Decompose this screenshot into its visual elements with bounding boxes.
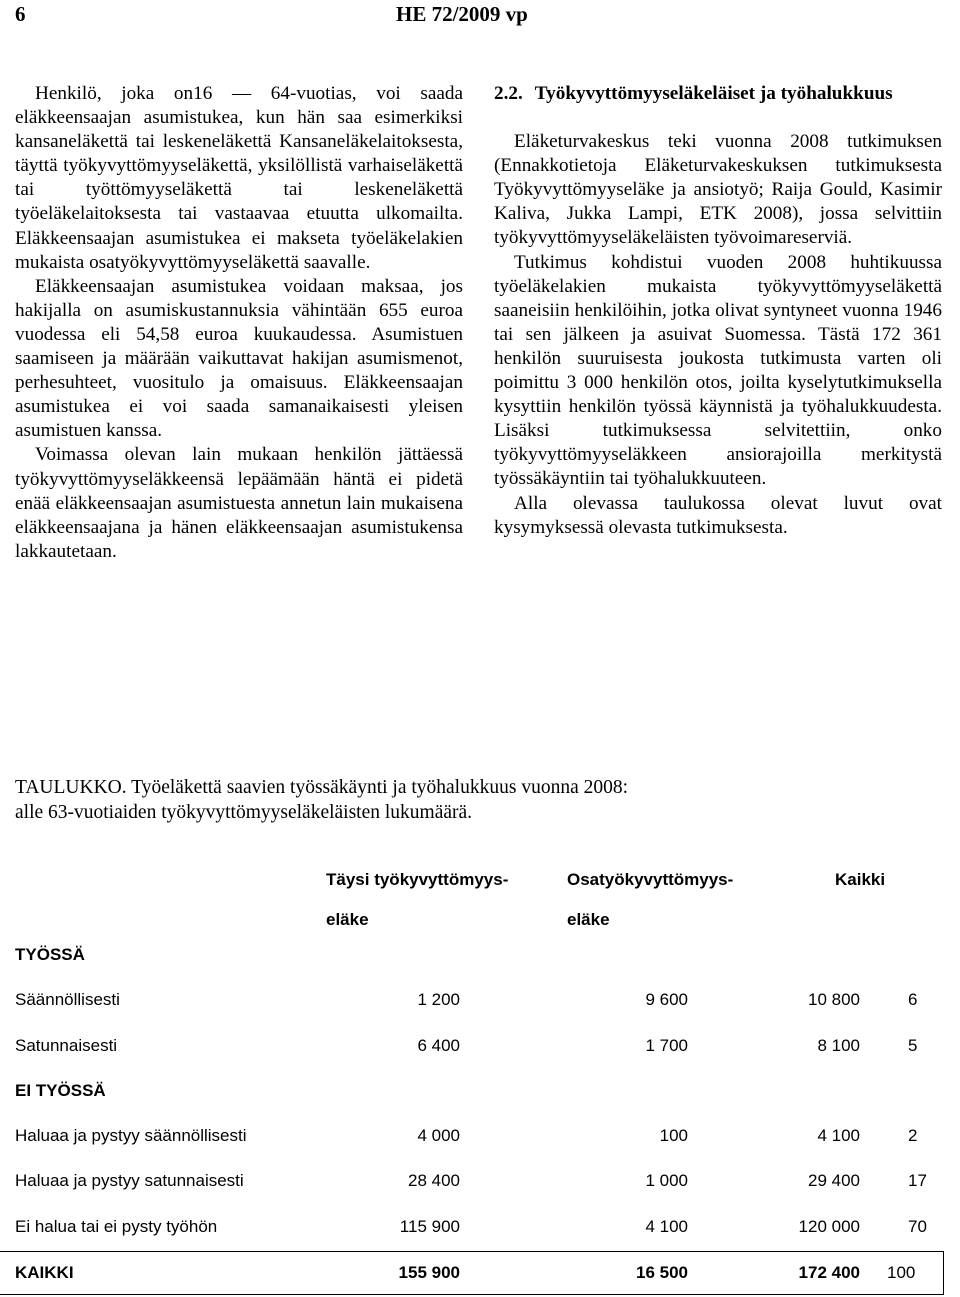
section-number: 2.2. bbox=[494, 83, 523, 104]
column-header-partial bbox=[567, 860, 807, 940]
paragraph: Eläketurvakeskus teki vuonna 2008 tutkimuksen (Ennakkotietoja Eläketurvakeskuksen tutkimuksesta Työkyvyttömyyseläke ja ansiotyö; Raija Gould, Kasimir Kaliva, Jukka Lampi, ETK 2008), jossa selvittiin työkyvyttömyyseläkeläisten työvoimareserviä. bbox=[494, 131, 942, 249]
row-label: Haluaa ja pystyy säännöllisesti bbox=[15, 1126, 247, 1145]
cell-partial: 100 bbox=[659, 1126, 688, 1145]
cell-partial: 1 700 bbox=[645, 1036, 688, 1055]
paragraph: Henkilö, joka on16 — 64-vuotias, voi saada eläkkeensaajan asumistukea, kun hän saa esimerkiksi kansaneläkettä tai leskeneläkettä Kansaneläkelaitoksesta, täyttä työkyvyttömyyseläkettä, yksilöllistä varhaiseläkettä tai työttömyyseläkettä tai leskeneläkettä työeläkelaitoksesta tai vastaavaa etuutta ulkomailta. Eläkkeensaajan asumistukea ei makseta työeläkelakien mukaista osatyökyvyttömyyseläkettä saavalle. bbox=[15, 83, 463, 273]
header-line: Täysi työkyvyttömyys- bbox=[326, 870, 509, 889]
column-header-all: Kaikki bbox=[835, 870, 886, 889]
page-header bbox=[0, 0, 960, 36]
paragraph: Eläkkeensaajan asumistukea voidaan maksaa, jos hakijalla on asumiskustannuksia vähintään 655 euroa vuodessa eli 54,58 euroa kuukaudessa. Asumistuen saamiseen ja määrään vaikuttavat hakijan asumismenot, perhesuhteet, vuositulo ja omaisuus. Eläkkeensaajan asumistukea ei voi saada samanaikaisesti yleisen asumistuen kanssa. bbox=[15, 275, 463, 442]
caption-line: TAULUKKO. Työeläkettä saavien työssäkäynti ja työhalukkuus vuonna 2008: bbox=[15, 777, 629, 798]
cell-percent: 5 bbox=[908, 1036, 918, 1055]
group-heading-not-working: EI TYÖSSÄ bbox=[15, 1081, 106, 1100]
cell-partial: 1 000 bbox=[645, 1171, 688, 1190]
left-column bbox=[15, 82, 463, 564]
document-id: HE 72/2009 vp bbox=[396, 2, 528, 26]
cell-all: 4 100 bbox=[817, 1126, 860, 1145]
right-column bbox=[494, 82, 942, 540]
cell-percent: 6 bbox=[908, 990, 918, 1009]
cell-percent: 2 bbox=[908, 1126, 918, 1145]
group-heading-working: TYÖSSÄ bbox=[15, 945, 85, 964]
cell-percent: 70 bbox=[908, 1217, 927, 1236]
cell-full: 28 400 bbox=[408, 1171, 460, 1190]
cell-full: 6 400 bbox=[417, 1036, 460, 1055]
cell-full: 155 900 bbox=[398, 1263, 460, 1282]
section-heading bbox=[494, 82, 942, 106]
cell-partial: 16 500 bbox=[636, 1263, 688, 1282]
paragraph: Voimassa olevan lain mukaan henkilön jättäessä työkyvyttömyyseläkkeensä lepäämään häntä ei pidetä enää eläkkeensaajan asumistuesta annetun lain mukaisena eläkkeensaajana ja hänen eläkkeensaajan asumistukensa lakkautetaan. bbox=[15, 444, 463, 562]
total-row-border bbox=[0, 1251, 944, 1295]
header-line: eläke bbox=[326, 910, 369, 929]
table-row bbox=[15, 1036, 955, 1062]
row-label: Ei halua tai ei pysty työhön bbox=[15, 1217, 218, 1236]
cell-all: 172 400 bbox=[798, 1263, 860, 1282]
row-label: Satunnaisesti bbox=[15, 1036, 118, 1055]
page-number: 6 bbox=[15, 2, 26, 26]
column-header-full bbox=[326, 860, 566, 940]
cell-all: 29 400 bbox=[808, 1171, 860, 1190]
cell-partial: 4 100 bbox=[645, 1217, 688, 1236]
section-title: Työkyvyttömyyseläkeläiset ja työhalukkuus bbox=[534, 83, 893, 104]
table-row bbox=[15, 1171, 955, 1197]
table-row bbox=[15, 1126, 955, 1152]
table-caption bbox=[15, 775, 915, 825]
cell-full: 115 900 bbox=[399, 1217, 460, 1236]
cell-all: 8 100 bbox=[817, 1036, 860, 1055]
table-row bbox=[15, 990, 955, 1016]
table-row bbox=[15, 1217, 955, 1243]
paragraph: Tutkimus kohdistui vuoden 2008 huhtikuussa työeläkelakien mukaista työkyvyttömyyseläkettä saaneisiin henkilöihin, jotka olivat syntyneet vuonna 1946 tai sen jälkeen ja asuivat Suomessa. Tästä 172 361 henkilön suuruisesta joukosta tutkimusta varten oli poimittu 3 000 henkilön otos, joilta kyselytutkimuksella kysyttiin henkilön työssä käynnistä ja työhalukkuudesta. Lisäksi tutkimuksessa selvitettiin, onko työkyvyttömyyseläkkeen ansiorajoilla merkitystä työssäkäyntiin tai työhalukkuuteen. bbox=[494, 251, 942, 490]
cell-percent: 17 bbox=[908, 1171, 927, 1190]
row-label: KAIKKI bbox=[15, 1263, 74, 1282]
row-label: Säännöllisesti bbox=[15, 990, 120, 1009]
header-line: eläke bbox=[567, 910, 610, 929]
cell-percent: 100 bbox=[887, 1263, 916, 1282]
paragraph: Alla olevassa taulukossa olevat luvut ovat kysymyksessä olevasta tutkimuksesta. bbox=[494, 492, 942, 538]
cell-partial: 9 600 bbox=[645, 990, 688, 1009]
row-label: Haluaa ja pystyy satunnaisesti bbox=[15, 1171, 244, 1190]
cell-full: 1 200 bbox=[417, 990, 460, 1009]
cell-all: 120 000 bbox=[798, 1217, 860, 1236]
cell-full: 4 000 bbox=[417, 1126, 460, 1145]
cell-all: 10 800 bbox=[808, 990, 860, 1009]
caption-line: alle 63-vuotiaiden työkyvyttömyyseläkeläisten lukumäärä. bbox=[15, 802, 473, 823]
header-line: Osatyökyvyttömyys- bbox=[567, 870, 734, 889]
